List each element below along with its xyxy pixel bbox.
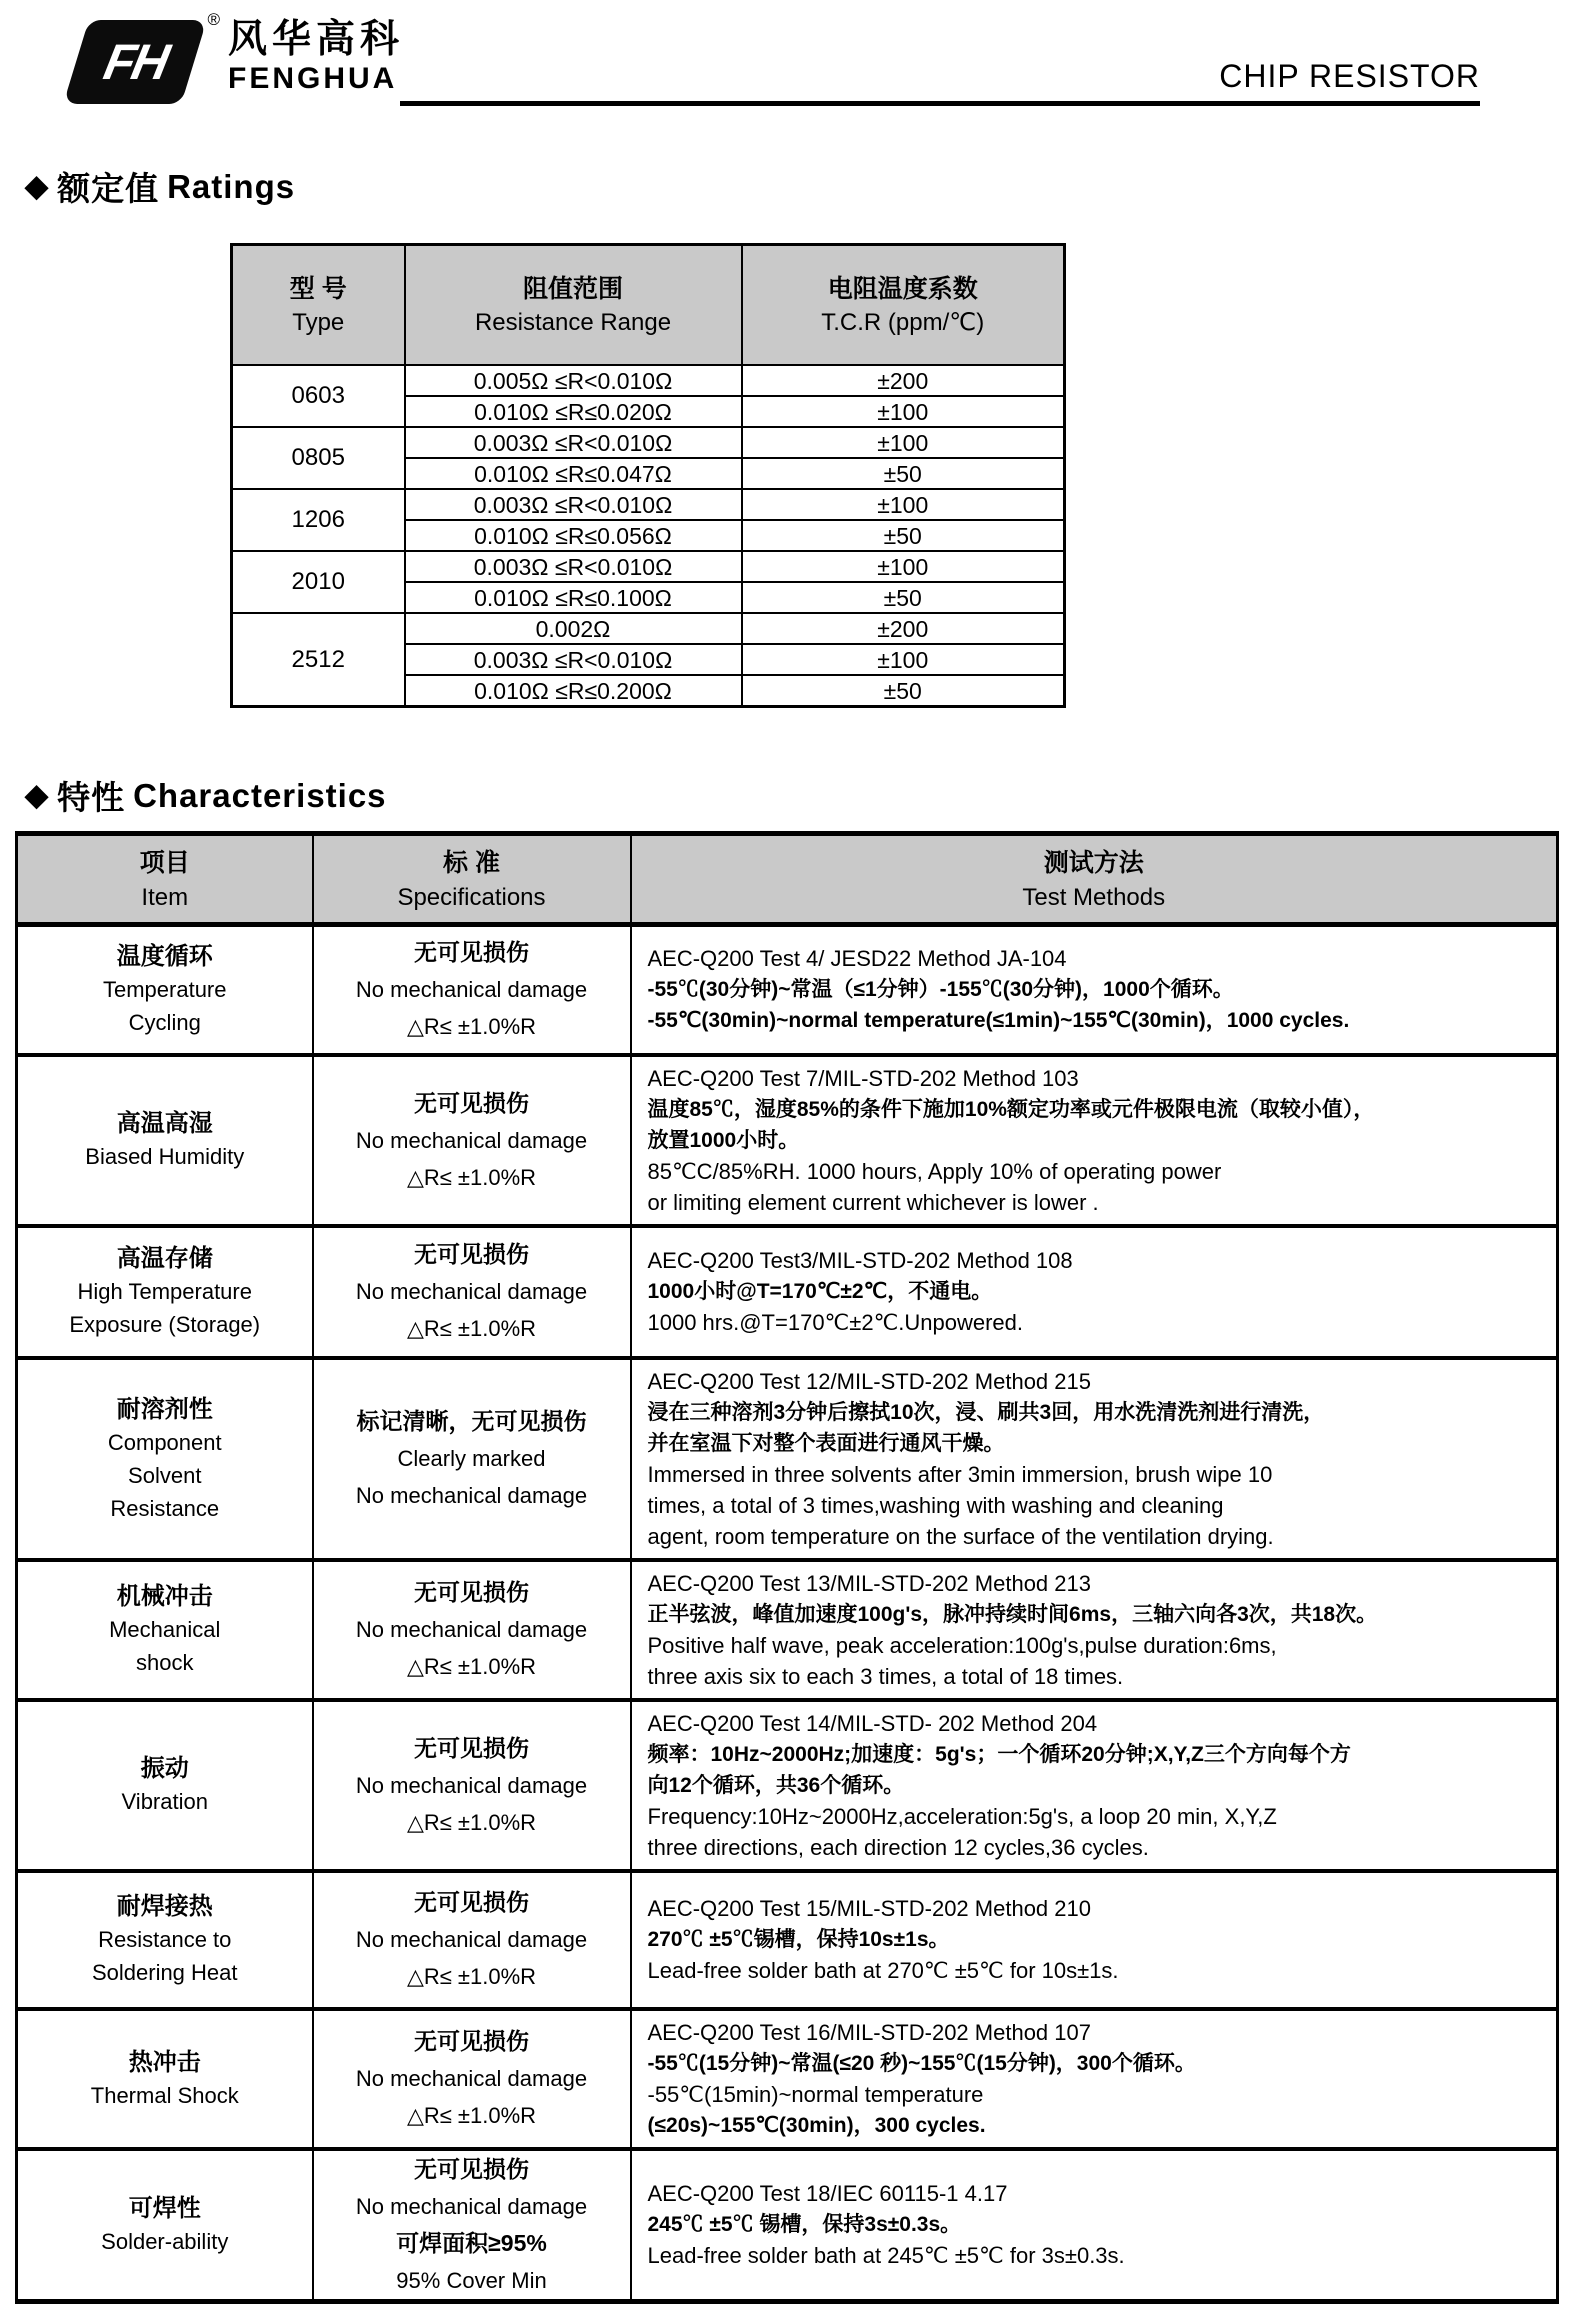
column-header-range-cn: 阻值范围 bbox=[522, 275, 623, 303]
text-line: 高温高湿 bbox=[116, 1110, 213, 1137]
column-header-spec bbox=[313, 834, 631, 925]
spec-cell bbox=[313, 1226, 631, 1358]
text-line: 正半弦波，峰值加速度100g's，脉冲持续时间6ms，三轴六向各3次，共18次。 bbox=[647, 1602, 1378, 1626]
text-line: 热冲击 bbox=[128, 2048, 201, 2076]
table-row bbox=[17, 2009, 1558, 2149]
brand-name-en: FENGHUA bbox=[228, 62, 398, 95]
text-line: 无可见损伤 bbox=[414, 1089, 529, 1116]
method-cell bbox=[631, 1871, 1558, 2009]
text-line: times, a total of 3 times,washing with washing and cleaning bbox=[647, 1492, 1224, 1518]
fenghua-logo-mark bbox=[62, 10, 220, 106]
method-cell bbox=[631, 2009, 1558, 2149]
text-line: -55℃(15min)~normal temperature bbox=[647, 2081, 984, 2107]
range-cell: 0.010Ω ≤R≤0.020Ω bbox=[405, 396, 742, 427]
text-line: Clearly marked bbox=[397, 1446, 546, 1471]
table-row bbox=[232, 551, 1065, 582]
spec-cell bbox=[313, 1055, 631, 1226]
text-line: Resistance to bbox=[98, 1927, 232, 1952]
ratings-table bbox=[230, 243, 1066, 708]
text-line: No mechanical damage bbox=[355, 1617, 588, 1642]
item-cell bbox=[17, 1700, 313, 1871]
spec-cell bbox=[313, 1700, 631, 1871]
text-line: -55℃(30min)~normal temperature(≤1min)~155℃(30min)，1000 cycles. bbox=[647, 1009, 1350, 1033]
text-line: Exposure (Storage) bbox=[69, 1312, 261, 1337]
text-line: 温度85℃，湿度85%的条件下施加10%额定功率或元件极限电流（取较小值）， bbox=[647, 1097, 1375, 1121]
spec-cell bbox=[313, 2009, 631, 2149]
tcr-cell: ±50 bbox=[742, 458, 1065, 489]
text-line: 高温存储 bbox=[116, 1245, 213, 1272]
ratings-section-title bbox=[25, 163, 295, 210]
text-line: 可焊面积≥95% bbox=[396, 2229, 547, 2256]
range-cell: 0.010Ω ≤R≤0.047Ω bbox=[405, 458, 742, 489]
text-line: Solder-ability bbox=[101, 2228, 229, 2254]
text-line: 无可见损伤 bbox=[414, 1734, 529, 1761]
column-header-item-cn: 项目 bbox=[139, 849, 190, 877]
type-cell: 0603 bbox=[232, 365, 405, 427]
tcr-cell: ±100 bbox=[742, 644, 1065, 675]
text-line: AEC-Q200 Test 4/ JESD22 Method JA-104 bbox=[647, 946, 1067, 972]
tcr-cell: ±200 bbox=[742, 613, 1065, 644]
column-header-tcr-cn: 电阻温度系数 bbox=[827, 275, 978, 303]
text-line: No mechanical damage bbox=[355, 1927, 588, 1952]
text-line: Soldering Heat bbox=[91, 1960, 238, 1985]
text-line: Lead-free solder bath at 245℃ ±5℃ for 3s±0.3s. bbox=[647, 2243, 1125, 2269]
type-cell: 0805 bbox=[232, 427, 405, 489]
text-line: 无可见损伤 bbox=[414, 939, 529, 966]
item-cell bbox=[17, 2149, 313, 2302]
text-line: No mechanical damage bbox=[355, 1127, 588, 1153]
text-line: △R≤ ±1.0%R bbox=[406, 1654, 537, 1679]
characteristics-title-cn: 特性 bbox=[57, 779, 126, 816]
characteristics-title-en: Characteristics bbox=[133, 776, 387, 814]
brand-name-cn: 风华高科 bbox=[228, 18, 405, 61]
tcr-cell: ±50 bbox=[742, 582, 1065, 613]
column-header-range bbox=[405, 245, 742, 366]
type-cell: 1206 bbox=[232, 489, 405, 551]
text-line: AEC-Q200 Test3/MIL-STD-202 Method 108 bbox=[647, 1248, 1073, 1273]
spec-cell bbox=[313, 925, 631, 1055]
text-line: Biased Humidity bbox=[85, 1144, 245, 1169]
range-cell: 0.003Ω ≤R<0.010Ω bbox=[405, 427, 742, 458]
text-line: Lead-free solder bath at 270℃ ±5℃ for 10s±1s. bbox=[647, 1958, 1119, 1983]
text-line: 浸在三种溶剂3分钟后擦拭10次，浸、刷共3回，用水洗清洗剂进行清洗， bbox=[647, 1400, 1325, 1424]
text-line: No mechanical damage bbox=[355, 2193, 588, 2219]
table-row bbox=[17, 925, 1558, 1055]
text-line: AEC-Q200 Test 18/IEC 60115-1 4.17 bbox=[647, 2181, 1008, 2207]
method-cell bbox=[631, 1055, 1558, 1226]
tcr-cell: ±100 bbox=[742, 427, 1065, 458]
range-cell: 0.003Ω ≤R<0.010Ω bbox=[405, 551, 742, 582]
tcr-cell: ±200 bbox=[742, 365, 1065, 396]
spec-cell bbox=[313, 1871, 631, 2009]
table-row bbox=[17, 1055, 1558, 1226]
text-line: No mechanical damage bbox=[355, 1279, 588, 1304]
ratings-title-en: Ratings bbox=[167, 167, 296, 205]
table-row bbox=[232, 489, 1065, 520]
text-line: 标记清晰，无可见损伤 bbox=[356, 1408, 587, 1434]
type-cell: 2010 bbox=[232, 551, 405, 613]
text-line: AEC-Q200 Test 12/MIL-STD-202 Method 215 bbox=[647, 1368, 1091, 1394]
text-line: 无可见损伤 bbox=[414, 1241, 529, 1267]
text-line: agent, room temperature on the surface of the ventilation drying. bbox=[647, 1523, 1274, 1549]
diamond-bullet-icon: ◆ bbox=[25, 170, 50, 203]
text-line: three axis six to each 3 times, a total of 18 times. bbox=[647, 1663, 1124, 1689]
text-line: 耐溶剂性 bbox=[116, 1395, 213, 1423]
range-cell: 0.010Ω ≤R≤0.100Ω bbox=[405, 582, 742, 613]
characteristics-table bbox=[15, 831, 1559, 2304]
text-line: 无可见损伤 bbox=[414, 1889, 529, 1915]
registered-trademark-icon: ® bbox=[207, 10, 220, 29]
table-row bbox=[17, 1700, 1558, 1871]
range-cell: 0.005Ω ≤R<0.010Ω bbox=[405, 365, 742, 396]
range-cell: 0.010Ω ≤R≤0.056Ω bbox=[405, 520, 742, 551]
method-cell bbox=[631, 2149, 1558, 2302]
spec-cell bbox=[313, 2149, 631, 2302]
brand-text bbox=[228, 18, 404, 96]
text-line: Component bbox=[107, 1429, 222, 1455]
table-row bbox=[232, 365, 1065, 396]
text-line: △R≤ ±1.0%R bbox=[406, 1964, 537, 1989]
text-line: 机械冲击 bbox=[116, 1583, 213, 1610]
type-cell: 2512 bbox=[232, 613, 405, 707]
text-line: △R≤ ±1.0%R bbox=[406, 1014, 537, 1040]
text-line: Immersed in three solvents after 3min immersion, brush wipe 10 bbox=[647, 1461, 1273, 1487]
column-header-type bbox=[232, 245, 405, 366]
text-line: △R≤ ±1.0%R bbox=[406, 1809, 537, 1835]
text-line: or limiting element current whichever is lower . bbox=[647, 1189, 1099, 1215]
tcr-cell: ±100 bbox=[742, 396, 1065, 427]
table-row bbox=[17, 1871, 1558, 2009]
text-line: △R≤ ±1.0%R bbox=[406, 2103, 537, 2128]
item-cell bbox=[17, 2009, 313, 2149]
method-cell bbox=[631, 1560, 1558, 1700]
tcr-cell: ±100 bbox=[742, 551, 1065, 582]
text-line: AEC-Q200 Test 14/MIL-STD- 202 Method 204 bbox=[647, 1710, 1098, 1736]
table-row bbox=[17, 1226, 1558, 1358]
text-line: 振动 bbox=[140, 1755, 189, 1782]
item-cell bbox=[17, 1055, 313, 1226]
method-cell bbox=[631, 1358, 1558, 1560]
text-line: 1000 hrs.@T=170℃±2℃.Unpowered. bbox=[647, 1310, 1024, 1335]
text-line: 向12个循环，共36个循环。 bbox=[647, 1773, 905, 1797]
tcr-cell: ±50 bbox=[742, 675, 1065, 707]
column-header-tcr bbox=[742, 245, 1065, 366]
text-line: 85℃C/85%RH. 1000 hours, Apply 10% of operating power bbox=[647, 1158, 1222, 1184]
text-line: No mechanical damage bbox=[355, 2066, 588, 2091]
text-line: Vibration bbox=[121, 1789, 208, 1814]
text-line: 耐焊接热 bbox=[116, 1893, 213, 1920]
range-cell: 0.003Ω ≤R<0.010Ω bbox=[405, 644, 742, 675]
spec-cell bbox=[313, 1560, 631, 1700]
column-header-item bbox=[17, 834, 313, 925]
tcr-cell: ±50 bbox=[742, 520, 1065, 551]
range-cell: 0.003Ω ≤R<0.010Ω bbox=[405, 489, 742, 520]
text-line: 无可见损伤 bbox=[414, 1579, 529, 1605]
text-line: Thermal Shock bbox=[90, 2082, 239, 2108]
item-cell bbox=[17, 1358, 313, 1560]
text-line: No mechanical damage bbox=[355, 977, 588, 1003]
text-line: AEC-Q200 Test 7/MIL-STD-202 Method 103 bbox=[647, 1065, 1079, 1091]
text-line: Resistance bbox=[110, 1495, 220, 1521]
text-line: (≤20s)~155℃(30min)，300 cycles. bbox=[647, 2113, 986, 2137]
method-cell bbox=[631, 925, 1558, 1055]
text-line: 245℃ ±5℃ 锡槽，保持3s±0.3s。 bbox=[647, 2213, 962, 2237]
fenghua-logo bbox=[62, 10, 405, 106]
text-line: 1000小时@T=170℃±2℃，不通电。 bbox=[647, 1280, 993, 1303]
text-line: Solvent bbox=[128, 1462, 202, 1488]
fh-monogram-icon bbox=[63, 20, 207, 104]
text-line: △R≤ ±1.0%R bbox=[406, 1164, 537, 1190]
column-header-method bbox=[631, 834, 1558, 925]
method-cell bbox=[631, 1700, 1558, 1871]
table-row bbox=[232, 613, 1065, 644]
column-header-method-cn: 测试方法 bbox=[1043, 849, 1144, 877]
fh-monogram-text: FH bbox=[99, 34, 171, 90]
item-cell bbox=[17, 1560, 313, 1700]
column-header-tcr-en: T.C.R (ppm/℃) bbox=[821, 309, 985, 336]
item-cell bbox=[17, 925, 313, 1055]
characteristics-section-title bbox=[25, 772, 387, 819]
column-header-spec-en: Specifications bbox=[397, 884, 546, 911]
item-cell bbox=[17, 1871, 313, 2009]
text-line: 95% Cover Min bbox=[396, 2267, 547, 2293]
ratings-title-cn: 额定值 bbox=[57, 170, 160, 207]
diamond-bullet-icon: ◆ bbox=[25, 779, 50, 812]
text-line: AEC-Q200 Test 13/MIL-STD-202 Method 213 bbox=[647, 1570, 1091, 1596]
text-line: Positive half wave, peak acceleration:100g's,pulse duration:6ms, bbox=[647, 1632, 1277, 1658]
text-line: 无可见损伤 bbox=[414, 2155, 529, 2182]
text-line: Cycling bbox=[128, 1010, 201, 1036]
text-line: -55℃(15分钟)~常温(≤20 秒)~155℃(15分钟)，300个循环。 bbox=[647, 2051, 1196, 2075]
table-row bbox=[232, 427, 1065, 458]
text-line: AEC-Q200 Test 15/MIL-STD-202 Method 210 bbox=[647, 1896, 1091, 1921]
spec-cell bbox=[313, 1358, 631, 1560]
column-header-type-cn: 型 号 bbox=[289, 275, 347, 303]
text-line: 无可见损伤 bbox=[414, 2028, 529, 2054]
column-header-method-en: Test Methods bbox=[1022, 884, 1166, 911]
text-line: Mechanical bbox=[109, 1617, 221, 1642]
text-line: Frequency:10Hz~2000Hz,acceleration:5g's, a loop 20 min, X,Y,Z bbox=[647, 1803, 1277, 1829]
text-line: AEC-Q200 Test 16/MIL-STD-202 Method 107 bbox=[647, 2019, 1091, 2045]
column-header-type-en: Type bbox=[292, 309, 345, 336]
text-line: High Temperature bbox=[77, 1279, 252, 1304]
text-line: shock bbox=[136, 1650, 194, 1675]
text-line: -55℃(30分钟)~常温（≤1分钟）-155℃(30分钟)，1000个循环。 bbox=[647, 978, 1234, 1002]
text-line: 270℃ ±5℃锡槽，保持10s±1s。 bbox=[647, 1928, 950, 1951]
column-header-range-en: Resistance Range bbox=[474, 309, 672, 336]
header-rule bbox=[400, 101, 1480, 106]
text-line: 频率：10Hz~2000Hz;加速度：5g's；一个循环20分钟;X,Y,Z三个方向每个方 bbox=[647, 1742, 1351, 1766]
text-line: 并在室温下对整个表面进行通风干燥。 bbox=[647, 1431, 1005, 1455]
text-line: Temperature bbox=[102, 977, 227, 1003]
method-cell bbox=[631, 1226, 1558, 1358]
page-title: CHIP RESISTOR bbox=[1219, 58, 1480, 94]
table-row bbox=[17, 1560, 1558, 1700]
text-line: 放置1000小时。 bbox=[647, 1128, 800, 1152]
text-line: △R≤ ±1.0%R bbox=[406, 1316, 537, 1341]
tcr-cell: ±100 bbox=[742, 489, 1065, 520]
range-cell: 0.002Ω bbox=[405, 613, 742, 644]
text-line: No mechanical damage bbox=[355, 1483, 588, 1508]
text-line: 温度循环 bbox=[116, 943, 213, 971]
ratings-header-row bbox=[232, 245, 1065, 366]
column-header-item-en: Item bbox=[141, 884, 189, 911]
range-cell: 0.010Ω ≤R≤0.200Ω bbox=[405, 675, 742, 707]
text-line: three directions, each direction 12 cycles,36 cycles. bbox=[647, 1834, 1149, 1860]
text-line: 可焊性 bbox=[128, 2194, 201, 2222]
item-cell bbox=[17, 1226, 313, 1358]
column-header-spec-cn: 标 准 bbox=[443, 849, 500, 877]
table-row bbox=[17, 2149, 1558, 2302]
characteristics-header-row bbox=[17, 834, 1558, 925]
text-line: No mechanical damage bbox=[355, 1772, 588, 1798]
table-row bbox=[17, 1358, 1558, 1560]
